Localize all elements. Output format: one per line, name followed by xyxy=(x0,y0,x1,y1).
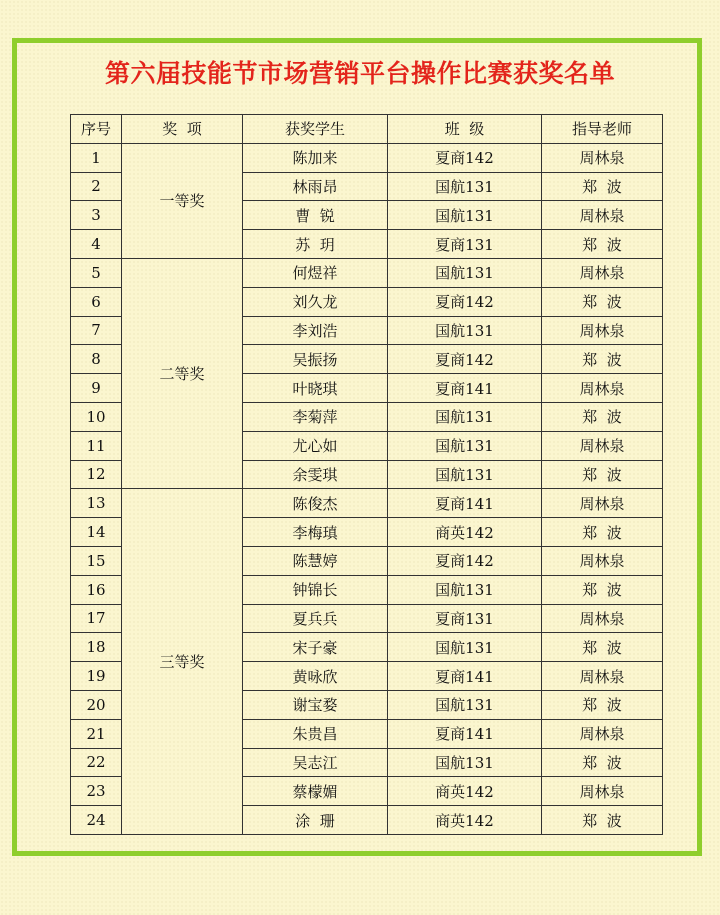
seq-cell: 8 xyxy=(71,345,122,374)
class-cell: 夏商141 xyxy=(388,719,542,748)
header-teacher: 指导老师 xyxy=(542,115,663,144)
table-header-row xyxy=(71,115,663,144)
teacher-cell: 郑 波 xyxy=(542,460,663,489)
teacher-cell: 周林泉 xyxy=(542,258,663,287)
prize-second-cell: 二等奖 xyxy=(122,258,243,488)
student-cell: 黄咏欣 xyxy=(243,662,388,691)
class-cell: 国航131 xyxy=(388,575,542,604)
table-row xyxy=(71,258,663,287)
seq-cell: 12 xyxy=(71,460,122,489)
teacher-cell: 周林泉 xyxy=(542,143,663,172)
class-cell: 夏商141 xyxy=(388,662,542,691)
class-cell: 国航131 xyxy=(388,316,542,345)
class-cell: 国航131 xyxy=(388,748,542,777)
class-cell: 夏商141 xyxy=(388,374,542,403)
class-cell: 夏商142 xyxy=(388,546,542,575)
seq-cell: 20 xyxy=(71,690,122,719)
prize-third-cell: 三等奖 xyxy=(122,489,243,835)
seq-cell: 4 xyxy=(71,230,122,259)
student-cell: 吴志江 xyxy=(243,748,388,777)
seq-cell: 5 xyxy=(71,258,122,287)
class-cell: 商英142 xyxy=(388,777,542,806)
class-cell: 夏商142 xyxy=(388,287,542,316)
seq-cell: 9 xyxy=(71,374,122,403)
seq-cell: 19 xyxy=(71,662,122,691)
class-cell: 国航131 xyxy=(388,258,542,287)
teacher-cell: 周林泉 xyxy=(542,489,663,518)
teacher-cell: 郑 波 xyxy=(542,633,663,662)
class-cell: 夏商142 xyxy=(388,143,542,172)
seq-cell: 3 xyxy=(71,201,122,230)
student-cell: 陈加来 xyxy=(243,143,388,172)
class-cell: 国航131 xyxy=(388,431,542,460)
header-student: 获奖学生 xyxy=(243,115,388,144)
seq-cell: 21 xyxy=(71,719,122,748)
seq-cell: 17 xyxy=(71,604,122,633)
class-cell: 国航131 xyxy=(388,690,542,719)
student-cell: 李菊萍 xyxy=(243,402,388,431)
class-cell: 国航131 xyxy=(388,460,542,489)
header-seq: 序号 xyxy=(71,115,122,144)
teacher-cell: 郑 波 xyxy=(542,518,663,547)
student-cell: 李刘浩 xyxy=(243,316,388,345)
teacher-cell: 周林泉 xyxy=(542,546,663,575)
seq-cell: 6 xyxy=(71,287,122,316)
teacher-cell: 郑 波 xyxy=(542,345,663,374)
seq-cell: 11 xyxy=(71,431,122,460)
student-cell: 谢宝婺 xyxy=(243,690,388,719)
class-cell: 夏商142 xyxy=(388,345,542,374)
teacher-cell: 周林泉 xyxy=(542,316,663,345)
teacher-cell: 周林泉 xyxy=(542,777,663,806)
student-cell: 林雨昂 xyxy=(243,172,388,201)
student-cell: 曹 锐 xyxy=(243,201,388,230)
student-cell: 涂 珊 xyxy=(243,806,388,835)
teacher-cell: 郑 波 xyxy=(542,402,663,431)
teacher-cell: 郑 波 xyxy=(542,690,663,719)
class-cell: 夏商141 xyxy=(388,489,542,518)
class-cell: 国航131 xyxy=(388,201,542,230)
class-cell: 国航131 xyxy=(388,172,542,201)
seq-cell: 1 xyxy=(71,143,122,172)
class-cell: 夏商131 xyxy=(388,604,542,633)
seq-cell: 14 xyxy=(71,518,122,547)
student-cell: 何煜祥 xyxy=(243,258,388,287)
teacher-cell: 周林泉 xyxy=(542,201,663,230)
teacher-cell: 郑 波 xyxy=(542,287,663,316)
student-cell: 朱贵昌 xyxy=(243,719,388,748)
teacher-cell: 郑 波 xyxy=(542,806,663,835)
teacher-cell: 郑 波 xyxy=(542,575,663,604)
class-cell: 夏商131 xyxy=(388,230,542,259)
student-cell: 陈慧婷 xyxy=(243,546,388,575)
teacher-cell: 周林泉 xyxy=(542,719,663,748)
seq-cell: 24 xyxy=(71,806,122,835)
seq-cell: 13 xyxy=(71,489,122,518)
student-cell: 宋子豪 xyxy=(243,633,388,662)
page-title: 第六届技能节市场营销平台操作比赛获奖名单 xyxy=(104,59,615,88)
student-cell: 尤心如 xyxy=(243,431,388,460)
class-cell: 商英142 xyxy=(388,518,542,547)
student-cell: 李梅瑱 xyxy=(243,518,388,547)
seq-cell: 2 xyxy=(71,172,122,201)
student-cell: 夏兵兵 xyxy=(243,604,388,633)
teacher-cell: 周林泉 xyxy=(542,604,663,633)
class-cell: 商英142 xyxy=(388,806,542,835)
student-cell: 吴振扬 xyxy=(243,345,388,374)
student-cell: 苏 玥 xyxy=(243,230,388,259)
seq-cell: 23 xyxy=(71,777,122,806)
student-cell: 钟锦长 xyxy=(243,575,388,604)
seq-cell: 10 xyxy=(71,402,122,431)
header-class: 班 级 xyxy=(388,115,542,144)
teacher-cell: 郑 波 xyxy=(542,172,663,201)
class-cell: 国航131 xyxy=(388,402,542,431)
student-cell: 叶晓琪 xyxy=(243,374,388,403)
class-cell: 国航131 xyxy=(388,633,542,662)
teacher-cell: 郑 波 xyxy=(542,748,663,777)
student-cell: 刘久龙 xyxy=(243,287,388,316)
table-row xyxy=(71,143,663,172)
teacher-cell: 周林泉 xyxy=(542,374,663,403)
awards-table xyxy=(70,114,663,835)
header-prize: 奖 项 xyxy=(122,115,243,144)
seq-cell: 18 xyxy=(71,633,122,662)
teacher-cell: 周林泉 xyxy=(542,662,663,691)
seq-cell: 16 xyxy=(71,575,122,604)
student-cell: 蔡檬媚 xyxy=(243,777,388,806)
table-row xyxy=(71,489,663,518)
teacher-cell: 郑 波 xyxy=(542,230,663,259)
seq-cell: 7 xyxy=(71,316,122,345)
prize-first-cell: 一等奖 xyxy=(122,143,243,258)
seq-cell: 15 xyxy=(71,546,122,575)
seq-cell: 22 xyxy=(71,748,122,777)
student-cell: 陈俊杰 xyxy=(243,489,388,518)
teacher-cell: 周林泉 xyxy=(542,431,663,460)
student-cell: 余雯琪 xyxy=(243,460,388,489)
